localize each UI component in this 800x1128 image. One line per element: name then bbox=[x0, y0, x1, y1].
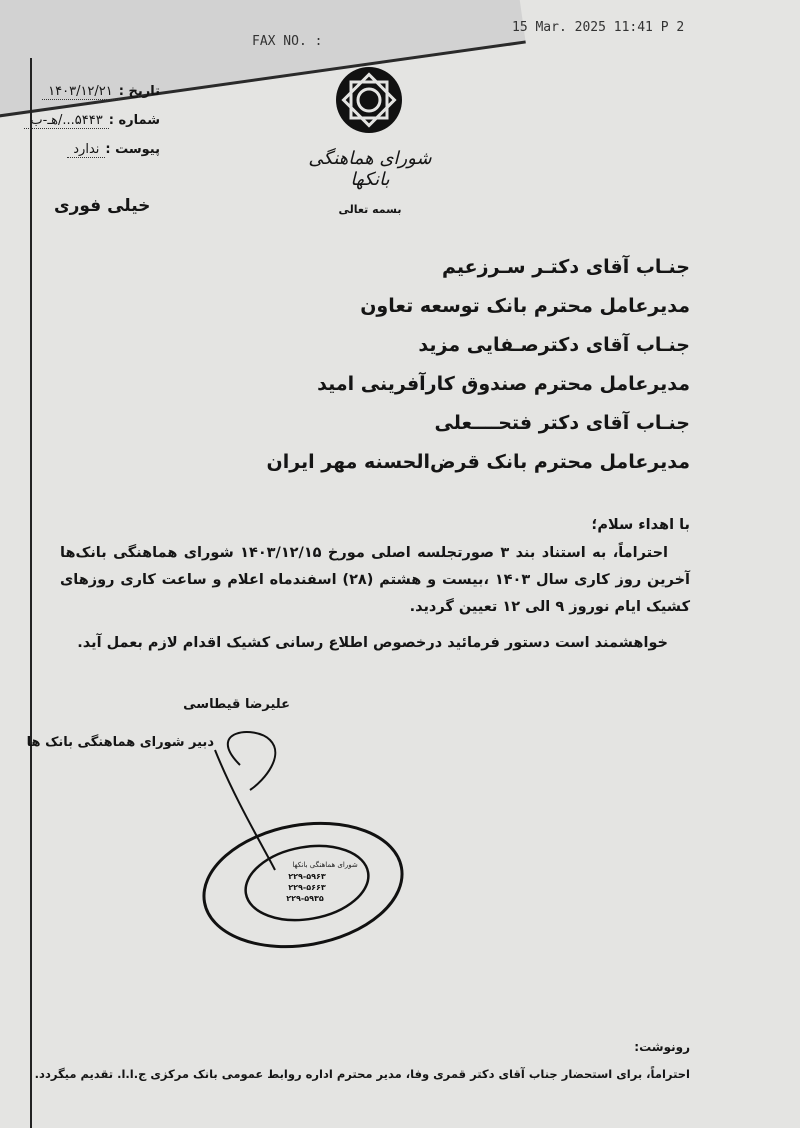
recipient-line: جنـاب آقای دکترصـفایی مزید bbox=[418, 334, 690, 356]
signatory-title: دبیر شورای هماهنگی بانک ها bbox=[26, 735, 214, 750]
body-paragraph-2: خواهشمند است دستور فرمائید درخصوص اطلاع رسانی کشیک اقدام لازم بعمل آید. bbox=[77, 635, 668, 651]
recipient-line: مدیرعامل محترم بانک قرض‌الحسنه مهر ایران bbox=[266, 451, 690, 473]
recipient-line: مدیرعامل محترم بانک توسعه تعاون bbox=[360, 295, 690, 317]
stamp-text: شورای هماهنگی بانکها bbox=[292, 861, 358, 869]
date-field bbox=[42, 84, 160, 99]
fax-number-label: FAX NO. : bbox=[252, 34, 323, 49]
invocation: بسمه تعالی bbox=[338, 203, 402, 216]
date-value: ۱۴۰۳/۱۲/۲۱ bbox=[42, 84, 119, 100]
number-field bbox=[24, 113, 160, 128]
number-label: شماره : bbox=[108, 113, 160, 128]
number-value: ۵۴۴۳.../هـ-ب bbox=[24, 113, 108, 129]
margin-line bbox=[30, 58, 32, 1128]
fax-timestamp: 15 Mar. 2025 11:41 P 2 bbox=[512, 20, 685, 35]
attachment-label: پیوست : bbox=[105, 142, 160, 157]
stamp-phone: ۲۲۹-۵۹۶۳ bbox=[288, 872, 326, 881]
signature-and-stamp bbox=[195, 720, 425, 970]
handwritten-signature bbox=[215, 732, 275, 870]
signatory-name: علیرضا قیطاسی bbox=[183, 697, 290, 712]
date-label: تاریخ : bbox=[118, 84, 160, 99]
attachment-value: ندارد bbox=[67, 142, 105, 158]
council-logo-icon bbox=[335, 66, 403, 134]
urgency-label: خیلی فوری bbox=[54, 196, 151, 216]
org-name-logotype: شورای هماهنگی بانکها bbox=[308, 148, 432, 190]
stamp-phone: ۲۲۹-۵۶۶۳ bbox=[288, 883, 326, 892]
greeting: با اهداء سلام؛ bbox=[591, 517, 690, 533]
attachment-field bbox=[67, 142, 160, 157]
stamp-phone: ۲۲۹-۵۹۳۵ bbox=[286, 894, 324, 903]
recipient-line: مدیرعامل محترم صندوق کارآفرینی امید bbox=[317, 373, 690, 395]
recipient-line: جنـاب آقای دکتـر سـرزعیم bbox=[442, 256, 690, 278]
cc-text: احتراماً، برای استحضار جناب آقای دکتر قمری وفا، مدیر محترم اداره روابط عمومی بانک مرکزی ج.ا.ا. تقدیم میگردد. bbox=[34, 1067, 690, 1081]
body-paragraph-1: احتراماً، به استناد بند ۳ صورتجلسه اصلی مورخ ۱۴۰۳/۱۲/۱۵ شورای هماهنگی بانک‌ها آخرین روز کاری سال ۱۴۰۳ ،بیست و هشتم (۲۸) اسفندماه اعلام و ساعت کاری روزهای کشیک ایام نوروز ۹ الی ۱۲ تعیین گردید. bbox=[60, 545, 690, 615]
cc-label: رونوشت: bbox=[634, 1040, 690, 1054]
recipient-line: جنـاب آقای دکتر فتحــــعلی bbox=[434, 412, 690, 434]
